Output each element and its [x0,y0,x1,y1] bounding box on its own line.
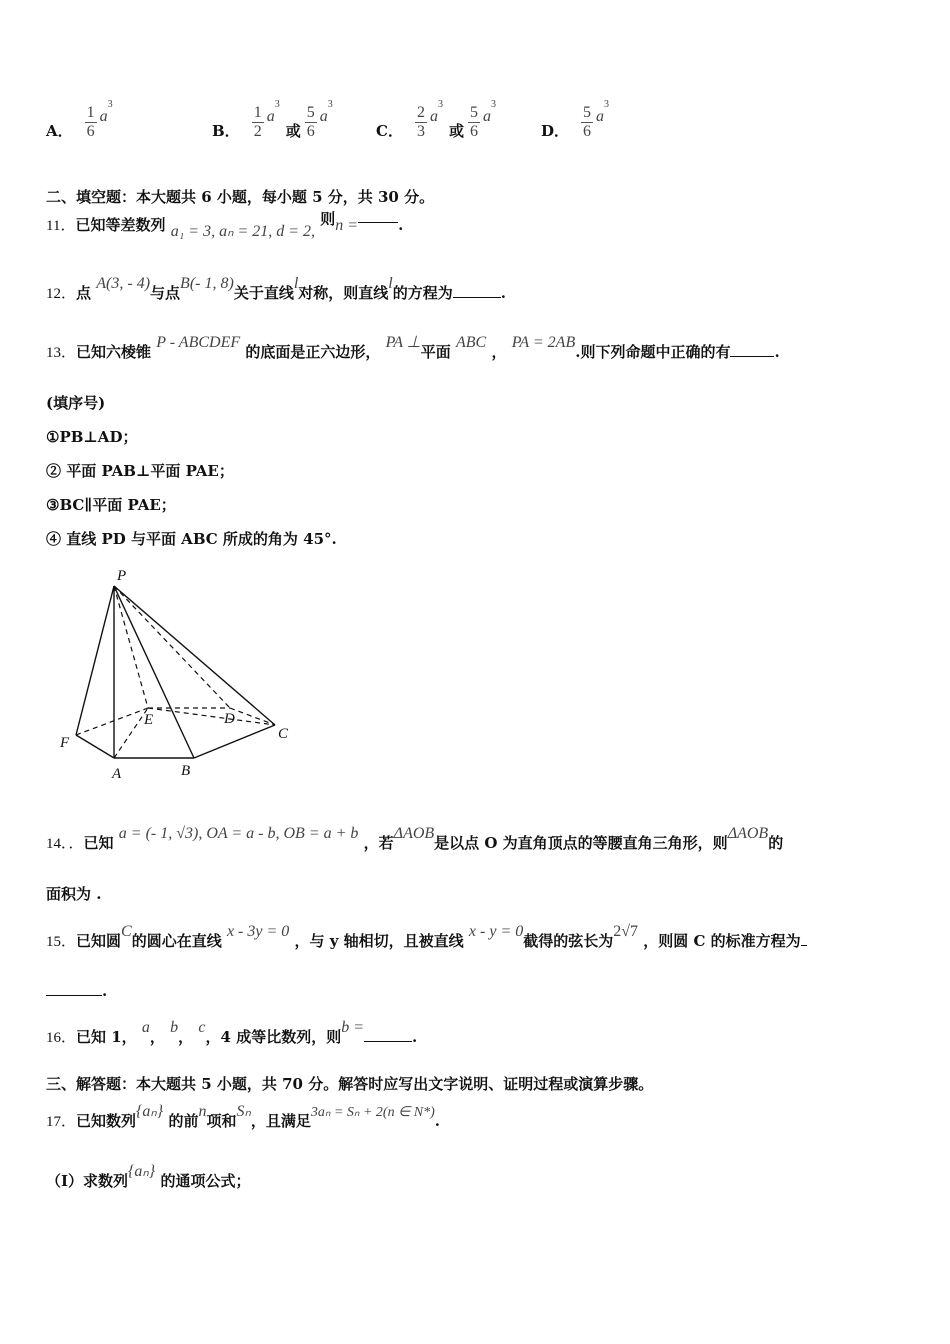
answer-blank-start[interactable] [801,945,807,946]
math-expression: a = (- 1, √3), OA = a - b, OB = a + b [118,825,359,842]
answer-blank[interactable] [453,297,501,298]
question-text: 的前 [168,1112,199,1130]
math-expression: 2√7 [613,923,639,940]
question-13 [46,334,780,362]
vertex-label-c: C [278,726,289,742]
vertex-label-e: E [144,712,154,728]
punctuation: . [412,1028,418,1046]
question-17 [46,1103,441,1131]
math-expression: {aₙ} [128,1163,156,1180]
question-text: 已知六棱锥 [76,343,152,361]
edge-bc [194,725,275,758]
exponent: 3 [327,99,333,110]
proposition-4: ④ 直线 PD 与平面 ABC 所成的角为 45°. [46,530,337,548]
punctuation: . [398,216,404,234]
question-text: 对称，则直线 [298,284,389,302]
question-15 [46,923,807,951]
math-expression: a₁ = 3, aₙ = 21, d = 2, [170,223,316,240]
option-d-label: D． [541,122,570,140]
question-11 [46,210,404,240]
option-b[interactable] [212,99,333,141]
question-number: 11． [46,218,76,234]
math-expression: ΔAOB [393,825,435,842]
edge-pb [114,586,194,758]
question-number: 14．． [46,836,84,852]
math-expression: B(- 1, 8) [180,275,234,292]
question-text: 的圆心在直线 [131,932,222,950]
question-text: 的通项公式； [160,1172,251,1190]
question-text: 已知等差数列 [75,216,166,234]
proposition-3: ③BC∥平面 PAE； [46,496,176,514]
math-expression: n = [335,217,359,234]
proposition-2: ② 平面 PAB⊥平面 PAE； [46,462,234,480]
question-text: 与点 [150,284,181,302]
option-b-label: B． [212,122,240,140]
question-number: 16． [46,1030,77,1046]
math-expression: b = [341,1019,364,1036]
question-text: ，则圆 C 的标准方程为 [643,932,801,950]
math-expression: 3aₙ = Sₙ + 2(n ∈ N*) [310,1105,435,1120]
question-text: ，且满足 [250,1112,311,1130]
edge-ae-hidden [114,708,148,758]
exponent: 3 [107,99,113,110]
math-expression: c [198,1019,206,1036]
question-text: ，若 [363,834,394,852]
fraction: $\frac{5}{6}$ [306,104,315,140]
math-expression: a [141,1019,150,1036]
exponent: 3 [490,99,496,110]
edge-fe-hidden [76,708,148,735]
question-text: 已知 1， [76,1028,137,1046]
math-expression: PA ⊥ [385,334,421,351]
edge-pf [76,586,114,735]
question-15-continued [46,982,107,1000]
question-text: ，与 y 轴相切，且被直线 [294,932,464,950]
question-text: .则下列命题中正确的有 [575,343,731,361]
vertex-label-a: A [112,766,122,782]
question-17-part-1 [46,1163,251,1191]
edge-dc-hidden [230,708,275,725]
question-14 [46,825,784,853]
fraction: $\frac{5}{6}$ [583,104,592,140]
math-expression: x - y = 0 [468,923,524,940]
question-text: 截得的弦长为 [523,932,614,950]
math-expression: ABC [455,334,487,351]
edge-pc [114,586,275,725]
variable-a: a [266,107,275,125]
question-text: ，4 成等比数列，则 [205,1028,342,1046]
math-expression: n [198,1103,207,1120]
question-text: 的底面是正六边形， [245,343,381,361]
question-text: 则 [320,210,336,228]
option-a-label: A． [46,122,73,140]
question-number: 17． [46,1114,77,1130]
question-text: 的 [768,834,784,852]
punctuation: . [774,343,780,361]
math-expression: x - 3y = 0 [226,923,290,940]
variable-a: a [99,107,108,125]
math-expression: P - ABCDEF [156,334,241,351]
punctuation: ， [149,1028,165,1046]
question-text: 已知 [83,834,114,852]
edge-fa [76,735,114,758]
variable-a: a [482,107,491,125]
proposition-1: ①PB⊥AD； [46,428,138,446]
math-expression: l [293,275,299,292]
question-text: 是以点 O 为直角顶点的等腰直角三角形，则 [434,834,728,852]
math-expression: ΔAOB [727,825,769,842]
punctuation: ， [178,1028,194,1046]
question-text: 点 [76,284,92,302]
math-expression: {aₙ} [136,1103,164,1120]
edge-ec-hidden [148,708,275,725]
section3-heading: 三、解答题：本大题共 5 小题，共 70 分。解答时应写出文字说明、证明过程或演算步骤。 [46,1075,654,1093]
question-text: 项和 [206,1112,237,1130]
punctuation: . [102,982,108,1000]
pyramid-figure [50,562,310,792]
vertex-label-p: P [117,568,127,584]
or-text: 或 [285,122,301,140]
vertex-label-b: B [181,763,191,779]
question-number: 12． [46,286,77,302]
option-a[interactable] [46,99,113,141]
answer-blank[interactable] [364,1041,412,1042]
part-label: （Ⅰ）求数列 [46,1172,129,1190]
question-16 [46,1019,418,1047]
fill-instruction: (填序号) [46,394,106,412]
vertex-label-d: D [224,711,235,727]
question-12 [46,275,506,303]
math-expression: PA = 2AB [511,334,576,351]
exponent: 3 [604,99,610,110]
question-text: 关于直线 [233,284,294,302]
variable-a: a [429,107,438,125]
fraction: $\frac{1}{2}$ [253,104,262,140]
math-expression: b [170,1019,179,1036]
answer-blank[interactable] [46,995,102,996]
or-text: 或 [448,122,464,140]
section2-heading: 二、填空题：本大题共 6 小题，每小题 5 分，共 30 分。 [46,188,435,206]
answer-blank[interactable] [730,356,774,357]
question-text: 已知数列 [76,1112,137,1130]
math-expression: C [121,923,132,940]
variable-a: a [319,107,328,125]
fraction: $\frac{2}{3}$ [416,104,425,140]
question-14-continued: 面积为 . [46,885,102,903]
math-expression: A(3, - 4) [96,275,151,292]
math-expression: Sₙ [236,1103,251,1120]
punctuation: . [500,284,506,302]
fraction: $\frac{5}{6}$ [469,104,478,140]
question-number: 15． [46,934,77,950]
variable-a: a [596,107,605,125]
question-text: 已知圆 [76,932,122,950]
question-text: 平面 [420,343,451,361]
exponent: 3 [437,99,443,110]
math-expression: l [388,275,393,292]
punctuation: . [434,1112,441,1130]
option-c-label: C． [376,122,403,140]
exponent: 3 [274,99,280,110]
question-text: 的方程为 [392,284,453,302]
fraction: $\frac{1}{6}$ [86,104,95,140]
answer-blank[interactable] [358,222,398,223]
option-d[interactable] [541,99,610,141]
option-c[interactable] [376,99,496,141]
vertex-label-f: F [60,735,70,751]
punctuation: ， [491,343,507,361]
question-number: 13． [46,345,77,361]
